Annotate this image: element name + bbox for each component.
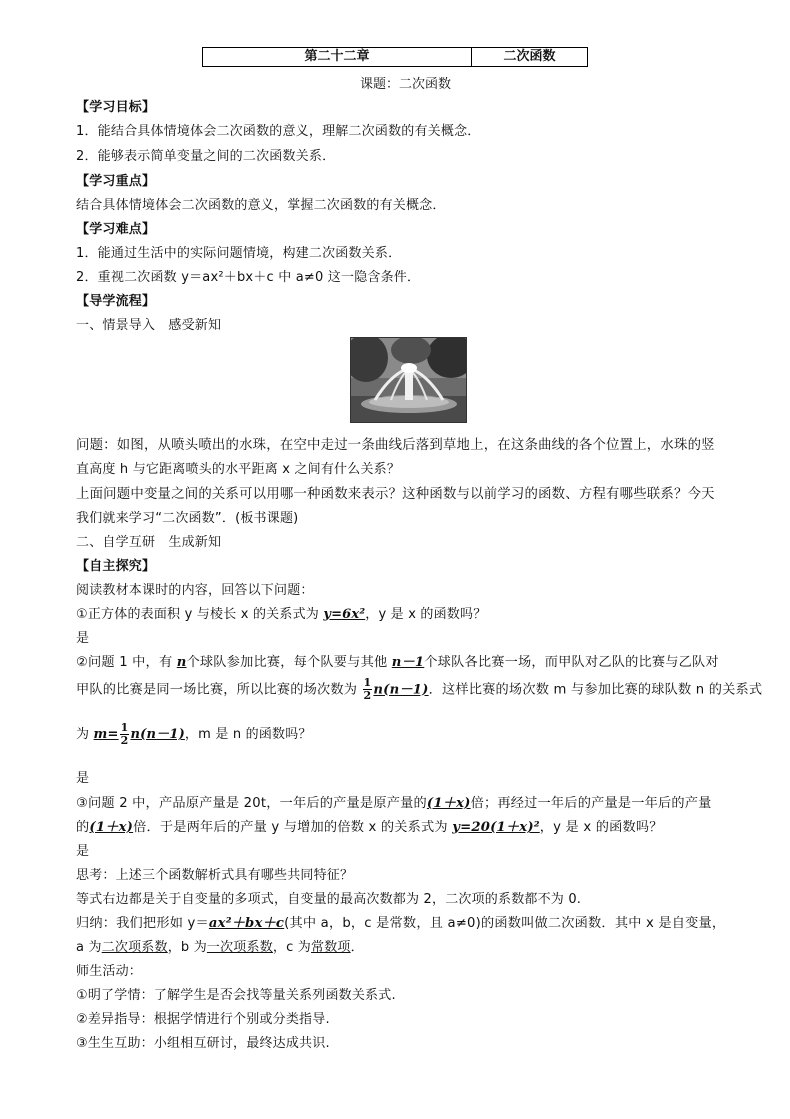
summary-text-d: ，b 为	[167, 940, 207, 955]
item-1-answer: y=6x²	[323, 607, 366, 622]
key-heading: 【学习重点】	[76, 174, 156, 189]
item-3-text-d: 倍．于是两年后的产量 y 与增加的倍数 x 的关系式为	[133, 820, 453, 835]
item-2-text-a: ②问题 1 中，有	[76, 655, 177, 670]
summary-text-f: ．	[350, 940, 364, 955]
summary-text-e: ，c 为	[272, 940, 312, 955]
item-2-text-f: 为	[76, 727, 94, 742]
goal-heading: 【学习目标】	[76, 100, 156, 115]
item-2-line-1	[76, 651, 719, 670]
fraction-denominator: 2	[363, 689, 372, 702]
activity-item-1: ①明了学情：了解学生是否会找等量关系列函数关系式.	[76, 988, 396, 1003]
item-2-answer-3: n(n－1)	[373, 682, 429, 698]
part1-heading: 一、情景导入 感受新知	[76, 318, 222, 333]
item-3-text-e: ，y 是 x 的函数吗？	[539, 820, 663, 835]
summary-text-c: a 为	[76, 940, 102, 955]
item-2-answer-1: n	[176, 655, 187, 670]
summary-line-2	[76, 936, 364, 955]
activity-heading: 师生活动：	[76, 964, 143, 979]
item-2-text-g: ，m 是 n 的函数吗？	[184, 727, 312, 742]
topic-cell: 二次函数	[503, 49, 556, 64]
intro-paragraph-line-2: 我们就来学习“二次函数”．(板书课题)	[76, 511, 299, 526]
part2-heading: 二、自学互研 生成新知	[76, 535, 222, 550]
item-1-yes: 是	[76, 631, 90, 646]
summary-text-a: 归纳：我们把形如 y＝	[76, 916, 209, 931]
item-3-answer-1: (1＋x)	[426, 796, 471, 811]
item-2-text-e: ．这样比赛的场次数 m 与参加比赛的球队数 n 的关系式	[428, 682, 763, 698]
goal-item-2: 2．能够表示简单变量之间的二次函数关系．	[76, 149, 336, 164]
header-table	[202, 47, 588, 67]
item-1-line	[76, 603, 486, 622]
summary-line-1	[76, 912, 725, 931]
fountain-illustration	[351, 338, 467, 423]
think-question: 思考：上述三个函数解析式具有哪些共同特征？	[76, 868, 354, 883]
difficulty-item-1: 1．能通过生活中的实际问题情境，构建二次函数关系．	[76, 246, 402, 261]
item-3-answer-2: (1＋x)	[89, 820, 134, 835]
item-1-tail: ，y 是 x 的函数吗？	[365, 607, 487, 622]
item-2-line-2	[76, 677, 762, 702]
item-3-line-1	[76, 792, 712, 811]
goal-item-1: 1．能结合具体情境体会二次函数的意义，理解二次函数的有关概念．	[76, 124, 481, 139]
item-2-text-c: 个球队各比赛一场，而甲队对乙队的比赛与乙队对	[424, 655, 719, 670]
chapter-cell: 第二十二章	[203, 48, 472, 66]
summary-term-constant: 常数项	[311, 940, 351, 955]
fountain-photo	[350, 337, 467, 423]
difficulty-heading: 【学习难点】	[76, 222, 156, 237]
activity-item-2: ②差异指导：根据学情进行个别或分类指导.	[76, 1012, 330, 1027]
item-2-line-3	[76, 722, 312, 747]
summary-answer: ax²＋bx＋c	[208, 916, 285, 931]
intro-question-line-2: 直高度 h 与它距离喷头的水平距离 x 之间有什么关系？	[76, 462, 401, 477]
item-3-line-2	[76, 816, 663, 835]
item-3-text-c: 的	[76, 820, 90, 835]
key-item-1: 结合具体情境体会二次函数的意义，掌握二次函数的有关概念．	[76, 198, 446, 213]
intro-question-line-1: 问题：如图，从喷头喷出的水珠，在空中走过一条曲线后落到草地上，在这条曲线的各个位置上，水珠的竖	[76, 438, 715, 453]
item-3-yes: 是	[76, 844, 90, 859]
read-instruction: 阅读教材本课时的内容，回答以下问题：	[76, 583, 314, 598]
fraction-numerator: 1	[363, 676, 372, 689]
item-1-text: ①正方体的表面积 y 与棱长 x 的关系式为	[76, 607, 324, 622]
flow-heading: 【导学流程】	[76, 294, 156, 309]
item-2-yes: 是	[76, 771, 90, 786]
explore-heading: 【自主探究】	[76, 559, 156, 574]
item-2-answer-5: n(n－1)	[130, 727, 185, 742]
item-2-text-d: 甲队的比赛是同一场比赛，所以比赛的场次数为	[76, 682, 362, 698]
think-answer: 等式右边都是关于自变量的多项式，自变量的最高次数都为 2，二次项的系数都不为 0.	[76, 892, 582, 907]
intro-paragraph-line-1: 上面问题中变量之间的关系可以用哪一种函数来表示？这种函数与以前学习的函数、方程有哪些联系？今天	[76, 487, 715, 502]
summary-term-linear: 一次项系数	[206, 940, 273, 955]
item-3-text-b: 倍；再经过一年后的产量是一年后的产量	[470, 796, 712, 811]
lesson-subtitle: 课题：二次函数	[360, 77, 452, 92]
summary-term-quadratic: 二次项系数	[101, 940, 168, 955]
activity-item-3: ③生生互助：小组相互研讨，最终达成共识.	[76, 1036, 330, 1051]
fraction-half-2	[120, 722, 130, 747]
item-3-answer-3: y=20(1＋x)²	[452, 820, 540, 835]
item-2-text-b: 个球队参加比赛，每个队要与其他	[186, 655, 392, 670]
summary-text-b: (其中 a，b，c 是常数，且 a≠0)的函数叫做二次函数．其中 x 是自变量，	[284, 916, 726, 931]
difficulty-item-2: 2．重视二次函数 y＝ax²＋bx＋c 中 a≠0 这一隐含条件．	[76, 270, 421, 285]
fraction-numerator-2: 1	[120, 721, 129, 734]
fraction-denominator-2: 2	[120, 734, 129, 747]
item-2-answer-2: n－1	[391, 655, 425, 670]
item-2-answer-4: m=	[93, 727, 119, 742]
item-3-text-a: ③问题 2 中，产品原产量是 20t，一年后的产量是原产量的	[76, 796, 427, 811]
fraction-half	[363, 677, 373, 702]
